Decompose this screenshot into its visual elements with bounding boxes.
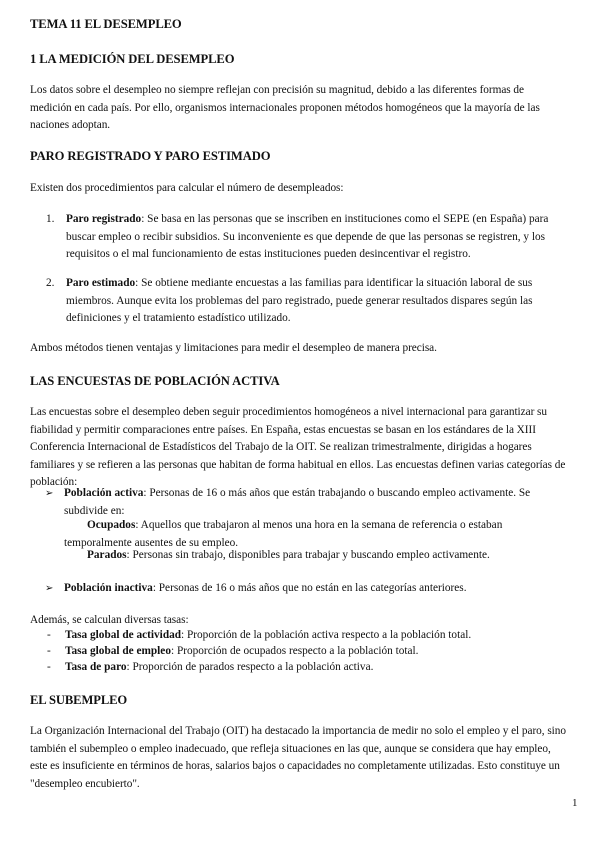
term-tasa-paro: Tasa de paro bbox=[65, 661, 127, 673]
section-heading-subempleo: EL SUBEMPLEO bbox=[30, 693, 128, 707]
list-item-tasa-empleo: - Tasa global de empleo: Proporción de ocupados respecto a la población total. bbox=[47, 645, 419, 657]
definition-text: : Proporción de parados respecto a la población activa. bbox=[126, 661, 374, 673]
section-heading-medicion: 1 LA MEDICIÓN DEL DESEMPLEO bbox=[30, 52, 235, 66]
section-heading-paro: PARO REGISTRADO Y PARO ESTIMADO bbox=[30, 149, 271, 163]
bullet-poblacion-inactiva bbox=[45, 580, 568, 598]
term-parados: Parados bbox=[87, 549, 127, 561]
definition-text: : Personas de 16 o más años que no están en las categorías anteriores. bbox=[152, 582, 467, 594]
definition-text: : Proporción de ocupados respecto a la población total. bbox=[170, 645, 419, 657]
term-poblacion-inactiva: Población inactiva bbox=[64, 582, 153, 594]
list-item-paro-estimado bbox=[46, 275, 568, 328]
definition-text: : Se obtiene mediante encuestas a las familias para identificar la situación laboral de sus miembros. Aunque evita los problemas del paro registrado, puede generar resultados dispares según las definiciones y el tratamiento estadístico utilizado. bbox=[66, 277, 533, 324]
page-number: 1 bbox=[572, 797, 578, 809]
term-tasa-actividad: Tasa global de actividad bbox=[65, 629, 182, 641]
definition-text: : Personas sin trabajo, disponibles para trabajar y buscando empleo activamente. bbox=[126, 549, 490, 561]
term-tasa-empleo: Tasa global de empleo bbox=[65, 645, 171, 657]
term-paro-estimado: Paro estimado bbox=[66, 277, 136, 289]
definition-text: : Aquellos que trabajaron al menos una hora en la semana de referencia o estaban temporalmente ausentes de su empleo. bbox=[64, 519, 503, 549]
arrow-bullet-icon: ➢ bbox=[45, 583, 54, 594]
term-poblacion-activa: Población activa bbox=[64, 487, 144, 499]
section-heading-encuestas: LAS ENCUESTAS DE POBLACIÓN ACTIVA bbox=[30, 374, 280, 388]
list-item-tasa-paro: - Tasa de paro: Proporción de parados respecto a la población activa. bbox=[47, 661, 374, 673]
paragraph-paro-intro: Existen dos procedimientos para calcular el número de desempleados: bbox=[30, 182, 344, 194]
arrow-bullet-icon: ➢ bbox=[45, 488, 54, 499]
list-number: 1. bbox=[46, 213, 55, 225]
term-paro-registrado: Paro registrado bbox=[66, 213, 142, 225]
subitem-parados bbox=[87, 547, 568, 565]
term-ocupados: Ocupados bbox=[87, 519, 136, 531]
paragraph-encuestas-intro: Las encuestas sobre el desempleo deben seguir procedimientos homogéneos a nivel internacional para garantizar su fiabilidad y permitir comparaciones entre países. En España, estas encuestas se basan en los estándares de la XIII Conferencia Internacional de Estadísticos del Trabajo de la OIT. Se realizan trimestralmente, dirigidas a hogares familiares y se refieren a las personas que habitan de forma habitual en ellos. Las encuestas definen varias categorías de población: bbox=[30, 406, 566, 488]
paragraph-subempleo: La Organización Internacional del Trabajo (OIT) ha destacado la importancia de medir no solo el empleo y el paro, sino también el subempleo o empleo inadecuado, que refleja situaciones en las que, aunque se considera que hay empleo, este es insuficiente en términos de horas, salarios bajos o capacidades no completamente utilizadas. Esto constituye un "desempleo encubierto". bbox=[30, 725, 566, 790]
definition-text: : Personas de 16 o más años que están trabajando o buscando empleo activamente. Se subdivide en: bbox=[64, 487, 531, 517]
list-item-tasa-actividad: - Tasa global de actividad: Proporción de la población activa respecto a la población total. bbox=[47, 629, 472, 641]
bullet-poblacion-activa bbox=[45, 485, 568, 520]
definition-text: : Se basa en las personas que se inscriben en instituciones como el SEPE (en España) para buscar empleo o recibir subsidios. Su inconveniente es que depende de que las personas se registren, y los requisitos o el mal funcionamiento de estas instituciones pueden desincentivar el registro. bbox=[66, 213, 549, 260]
list-number: 2. bbox=[46, 277, 55, 289]
document-title: TEMA 11 EL DESEMPLEO bbox=[30, 17, 182, 31]
paragraph-paro-outro: Ambos métodos tienen ventajas y limitaciones para medir el desempleo de manera precisa. bbox=[30, 342, 437, 354]
definition-text: : Proporción de la población activa respecto a la población total. bbox=[181, 629, 472, 641]
paragraph-tasas-intro: Además, se calculan diversas tasas: bbox=[30, 614, 189, 626]
list-item-paro-registrado bbox=[46, 211, 568, 264]
paragraph-medicion-intro: Los datos sobre el desempleo no siempre reflejan con precisión su magnitud, debido a las diferentes formas de medición en cada país. Por ello, organismos internacionales proponen métodos homogéneos que la mayoría de las naciones adoptan. bbox=[30, 84, 540, 131]
